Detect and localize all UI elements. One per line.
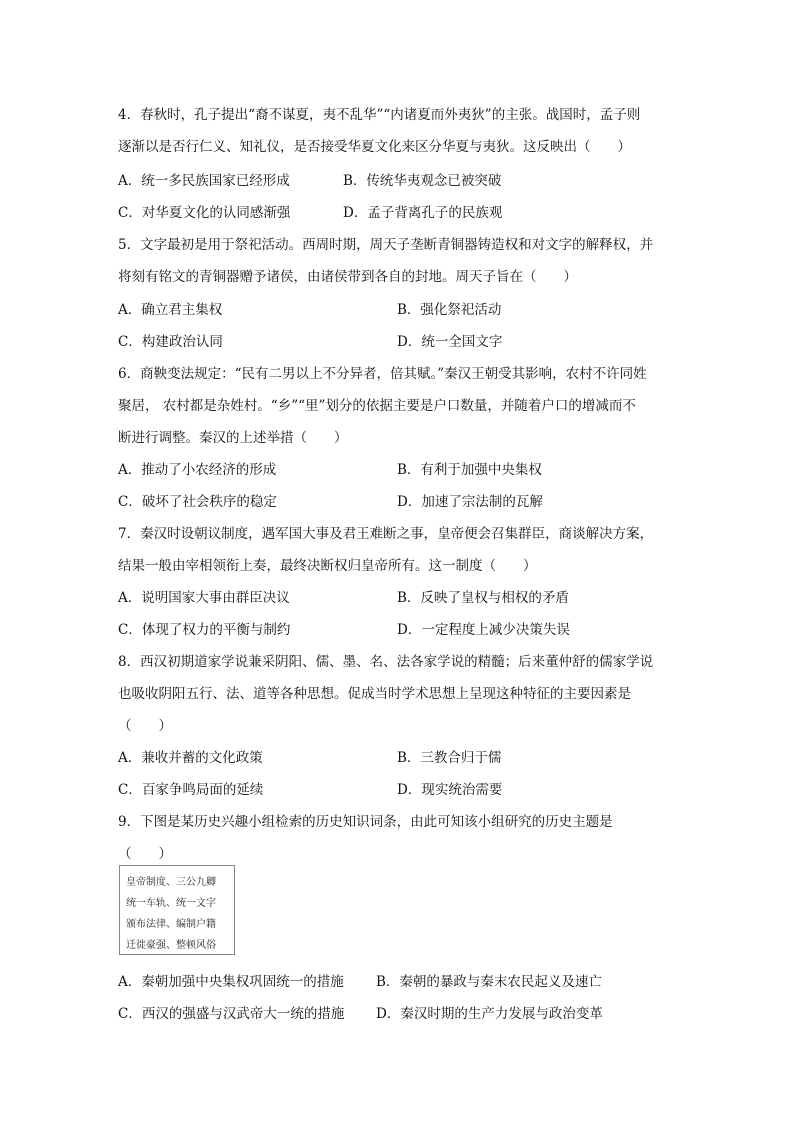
q4-option-b: B．传统华夷观念已被突破 [343,173,502,189]
q6-option-b: B．有利于加强中央集权 [397,462,542,478]
q9-option-c: C．西汉的强盛与汉武帝大一统的措施 [118,1006,345,1022]
q5-stem-line2: 将刻有铭文的青铜器赠予诸侯，由诸侯带到各自的封地。周天子旨在（ ） [118,269,577,285]
q8-stem-line1: 8．西汉初期道家学说兼采阴阳、儒、墨、名、法各家学说的精髓；后来董仲舒的儒家学说 [118,654,654,670]
q7-stem-line1: 7．秦汉时设朝议制度，遇军国大事及君王难断之事，皇帝便会召集群臣，商谈解决方案， [118,526,654,542]
q6-stem-line3: 断进行调整。秦汉的上述举措（ ） [118,430,348,446]
q5-option-a: A．确立君主集权 [118,302,223,318]
q8-stem-line3: （ ） [118,718,172,734]
q7-option-a: A．说明国家大事由群臣决议 [118,590,290,606]
q9-option-d: D．秦汉时期的生产力发展与政治变革 [376,1006,603,1022]
q8-option-c: C．百家争鸣局面的延续 [118,782,264,798]
q4-option-d: D．孟子背离孔子的民族观 [343,205,503,221]
q6-option-d: D．加速了宗法制的瓦解 [397,494,543,510]
q8-option-a: A．兼收并蓄的文化政策 [118,750,263,766]
q4-stem-line2: 逐渐以是否行仁义、知礼仪，是否接受华夏文化来区分华夏与夷狄。这反映出（ ） [118,139,631,155]
q9-box-line: 颁布法律、编制户籍 [126,919,216,930]
q8-option-d: D．现实统治需要 [397,782,503,798]
q5-option-c: C．构建政治认同 [118,334,223,350]
q9-stem-line1: 9．下图是某历史兴趣小组检索的历史知识词条，由此可知该小组研究的历史主题是 [118,814,613,830]
q6-option-a: A．推动了小农经济的形成 [118,462,277,478]
q9-box-line: 皇帝制度、三公九卿 [126,877,216,888]
q5-option-b: B．强化祭祀活动 [397,302,502,318]
q7-option-d: D．一定程度上减少决策失误 [397,622,570,638]
q7-option-c: C．体现了权力的平衡与制约 [118,622,291,638]
q6-option-c: C．破坏了社会秩序的稳定 [118,494,277,510]
q7-option-b: B．反映了皇权与相权的矛盾 [397,590,569,606]
q5-stem-line1: 5．文字最初是用于祭祀活动。西周时期，周天子垄断青铜器铸造权和对文字的解释权，并 [118,237,654,253]
q6-stem-line1: 6．商鞅变法规定：“民有二男以上不分异者，倍其赋。”秦汉王朝受其影响，农村不许同姓 [118,366,647,382]
q9-option-b: B．秦朝的暴政与秦末农民起义及速亡 [376,974,602,990]
q9-box-line: 统一车轨、统一文字 [126,898,216,909]
q9-box-line: 迁徙豪强、整顿风俗 [126,940,216,951]
q6-stem-line2: 聚居， 农村都是杂姓村。“乡”“里”划分的依据主要是户口数量，并随着户口的增减而不 [118,398,636,414]
q4-option-c: C．对华夏文化的认同感渐强 [118,205,291,221]
q9-keyword-box [119,865,235,955]
q4-stem-line1: 4．春秋时，孔子提出“裔不谋夏，夷不乱华”“内诸夏而外夷狄”的主张。战国时，孟子则 [118,107,641,123]
q9-option-a: A．秦朝加强中央集权巩固统一的措施 [118,974,344,990]
q8-stem-line2: 也吸收阴阳五行、法、道等各种思想。促成当时学术思想上呈现这种特征的主要因素是 [118,686,631,702]
q4-option-a: A．统一多民族国家已经形成 [118,173,290,189]
q5-option-d: D．统一全国文字 [397,334,503,350]
q7-stem-line2: 结果一般由宰相领衔上奏，最终决断权归皇帝所有。这一制度（ ） [118,558,537,574]
q8-option-b: B．三教合归于儒 [397,750,502,766]
q9-stem-line2: （ ） [118,846,172,862]
